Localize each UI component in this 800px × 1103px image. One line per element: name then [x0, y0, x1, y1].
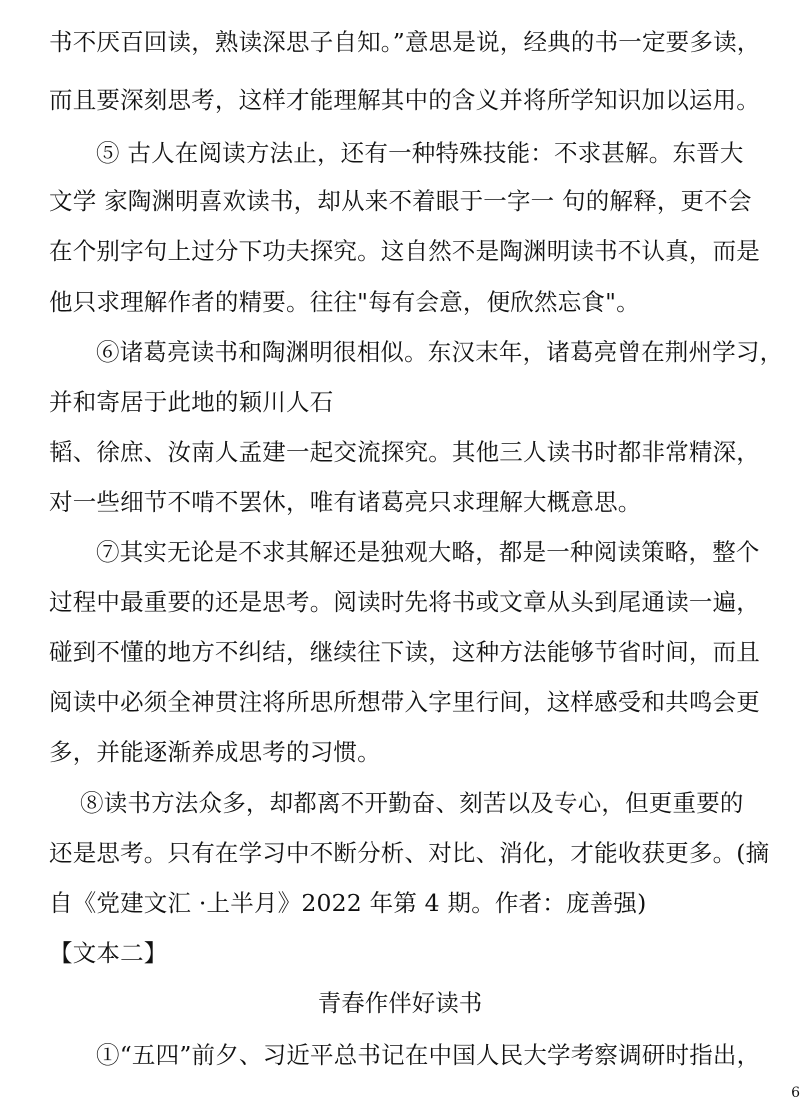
text-line: 多，并能逐渐养成思考的习惯。	[49, 738, 381, 766]
text-line: 还是思考。只有在学习中不断分析、对比、消化，才能收获更多。(摘	[49, 839, 770, 867]
text-line: 阅读中必须全神贯注将所思所想带入字里行间，这样感受和共鸣会更	[49, 688, 760, 716]
text-line: 书不厌百回读，熟读深思子自知。”意思是说，经典的书一定要多读，	[49, 28, 761, 56]
text-line: 文学 家陶渊明喜欢读书，却从来不着眼于一字一 句的解释，更不会	[49, 187, 752, 215]
text-line: 对一些细节不啃不罢休，唯有诸葛亮只求理解大概意思。	[49, 488, 642, 516]
text-line: 而且要深刻思考，这样才能理解其中的含义并将所学知识加以运用。	[49, 86, 760, 114]
page-number: 6	[791, 1085, 800, 1101]
paragraph-1-first-line: ①“五四”前夕、习近平总书记在中国人民大学考察调研时指出，	[96, 1041, 761, 1069]
paragraph-7-first-line: ⑦其实无论是不求其解还是独观大略，都是一种阅读策略，整个	[96, 538, 760, 566]
paragraph-8-first-line: ⑧读书方法众多，却都离不开勤奋、刻苦以及专心，但更重要的	[80, 789, 744, 817]
text-line: 他只求理解作者的精要。往往"每有会意，便欣然忘食"。	[49, 288, 640, 316]
article-title: 青春作伴好读书	[317, 989, 483, 1017]
text-line: 在个别字句上过分下功夫探究。这自然不是陶渊明读书不认真，而是	[49, 237, 760, 265]
paragraph-6-first-line: ⑥诸葛亮读书和陶渊明很相似。东汉末年，诸葛亮曾在荆州学习，	[96, 338, 784, 366]
text-line: 碰到不懂的地方不纠结，继续往下读，这种方法能够节省时间，而且	[49, 638, 760, 666]
paragraph-5-first-line: ⑤ 古人在阅读方法止，还有一种特殊技能：不求甚解。东晋大	[96, 139, 744, 167]
section-label: 【文本二】	[49, 939, 168, 967]
text-line: 过程中最重要的还是思考。阅读时先将书或文章从头到尾通读一遍，	[49, 588, 760, 616]
text-line: 并和寄居于此地的颖川人石	[49, 388, 334, 416]
source-citation-line: 自《党建文汇 ·上半月》2022 年第 4 期。作者：庞善强)	[49, 889, 647, 917]
text-line: 韬、徐庶、汝南人孟建一起交流探究。其他三人读书时都非常精深，	[49, 438, 760, 466]
